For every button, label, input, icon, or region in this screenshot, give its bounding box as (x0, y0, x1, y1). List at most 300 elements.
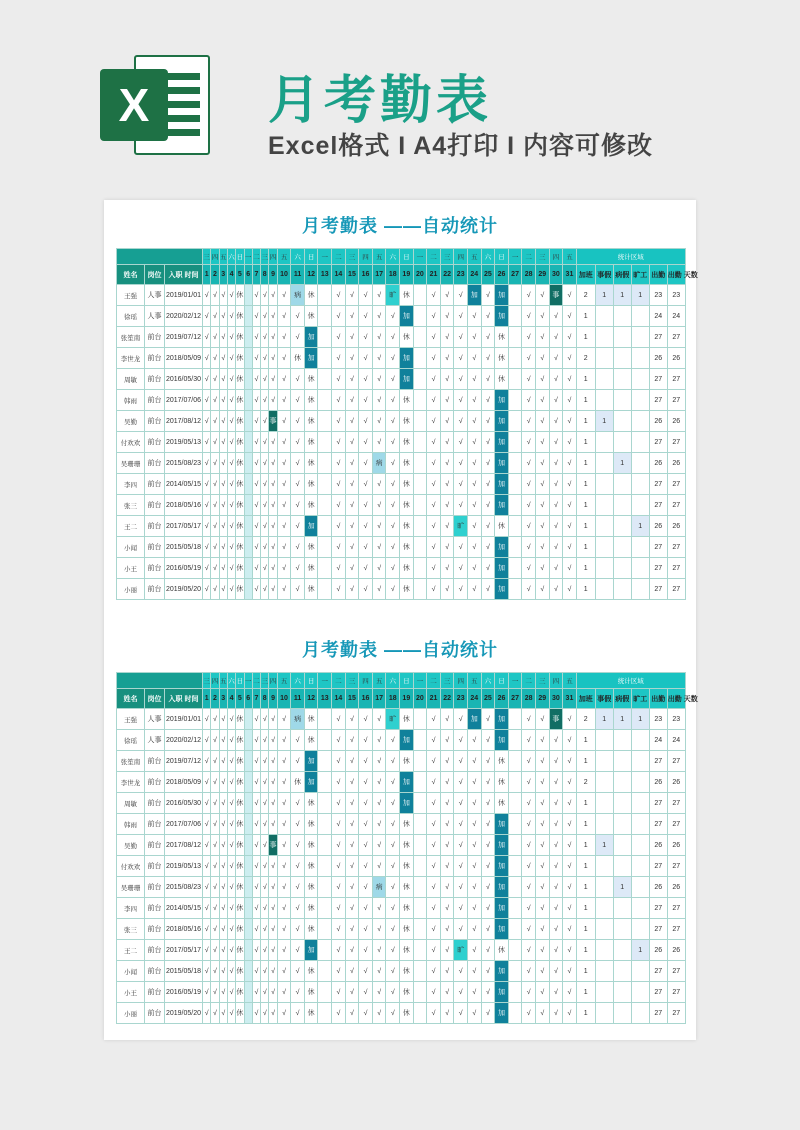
attendance-cell: √ (203, 348, 211, 369)
attendance-cell: √ (227, 856, 235, 877)
day-number-cell: 9 (269, 265, 277, 285)
attendance-cell: √ (359, 982, 373, 1003)
attendance-cell: √ (211, 411, 219, 432)
day-number-cell: 5 (236, 265, 244, 285)
stats-value (595, 306, 613, 327)
attendance-cell: √ (332, 306, 346, 327)
weekday-cell: 六 (227, 249, 235, 265)
attendance-cell: 加 (495, 537, 509, 558)
attendance-cell: √ (252, 814, 260, 835)
attendance-cell: √ (261, 814, 269, 835)
attendance-cell: √ (203, 919, 211, 940)
weekday-cell: 四 (549, 673, 563, 689)
stats-value: 26 (667, 877, 685, 898)
attendance-cell: √ (454, 306, 468, 327)
attendance-cell: √ (252, 919, 260, 940)
attendance-cell: √ (291, 369, 305, 390)
weekday-cell: 五 (468, 673, 482, 689)
attendance-cell: √ (427, 285, 441, 306)
attendance-cell: √ (386, 961, 400, 982)
attendance-cell: 加 (495, 285, 509, 306)
employee-post: 前台 (145, 537, 165, 558)
attendance-cell: √ (277, 982, 291, 1003)
attendance-cell: 休 (236, 537, 244, 558)
attendance-cell: √ (261, 982, 269, 1003)
stats-value (595, 495, 613, 516)
day-number-cell: 26 (495, 265, 509, 285)
stats-value: 27 (667, 856, 685, 877)
attendance-cell: 休 (236, 772, 244, 793)
attendance-cell: √ (427, 898, 441, 919)
attendance-cell: √ (269, 919, 277, 940)
attendance-cell: 休 (400, 751, 414, 772)
attendance-cell (413, 579, 427, 600)
attendance-cell: √ (211, 772, 219, 793)
attendance-cell: 休 (236, 474, 244, 495)
weekday-cell: 二 (427, 673, 441, 689)
attendance-cell: √ (227, 898, 235, 919)
attendance-cell (318, 327, 332, 348)
attendance-cell: √ (372, 390, 386, 411)
attendance-cell: √ (549, 730, 563, 751)
attendance-cell: √ (563, 453, 577, 474)
attendance-cell: √ (291, 327, 305, 348)
attendance-cell: √ (481, 982, 495, 1003)
attendance-cell (508, 390, 522, 411)
stats-value (631, 432, 649, 453)
attendance-cell (318, 411, 332, 432)
attendance-cell: √ (468, 856, 482, 877)
employee-name: 王二 (117, 940, 145, 961)
attendance-cell (244, 814, 252, 835)
attendance-cell: √ (563, 411, 577, 432)
attendance-cell: √ (549, 1003, 563, 1024)
attendance-cell: √ (563, 390, 577, 411)
employee-name: 李四 (117, 474, 145, 495)
attendance-cell (318, 1003, 332, 1024)
attendance-cell: √ (481, 558, 495, 579)
stats-value: 1 (576, 898, 595, 919)
attendance-cell: √ (345, 495, 359, 516)
attendance-cell (413, 348, 427, 369)
attendance-cell (318, 579, 332, 600)
day-number-cell: 22 (440, 689, 454, 709)
weekday-cell: 二 (252, 249, 260, 265)
attendance-cell: 事 (549, 285, 563, 306)
attendance-cell: √ (468, 537, 482, 558)
attendance-cell: √ (219, 495, 227, 516)
attendance-cell: √ (468, 982, 482, 1003)
attendance-cell: √ (468, 835, 482, 856)
stats-column-header: 加班 (576, 689, 595, 709)
attendance-cell: √ (427, 558, 441, 579)
attendance-cell: √ (219, 432, 227, 453)
attendance-cell: 病 (291, 285, 305, 306)
weekday-cell: 一 (508, 249, 522, 265)
stats-value (595, 961, 613, 982)
employee-post: 前台 (145, 814, 165, 835)
employee-name: 吴勤 (117, 411, 145, 432)
attendance-cell: √ (332, 856, 346, 877)
stats-value (613, 474, 631, 495)
attendance-cell: 休 (304, 814, 318, 835)
attendance-cell: √ (203, 730, 211, 751)
employee-name: 王强 (117, 709, 145, 730)
day-number-cell: 11 (291, 689, 305, 709)
stats-value: 24 (649, 730, 667, 751)
attendance-cell: 休 (236, 1003, 244, 1024)
attendance-cell: 休 (304, 306, 318, 327)
attendance-cell: √ (535, 348, 549, 369)
attendance-cell (508, 411, 522, 432)
day-number-cell: 15 (345, 689, 359, 709)
stats-column-header: 旷工 (631, 265, 649, 285)
attendance-cell: √ (481, 940, 495, 961)
attendance-cell: √ (252, 537, 260, 558)
attendance-cell: 加 (495, 453, 509, 474)
attendance-cell: √ (468, 495, 482, 516)
attendance-cell: √ (252, 327, 260, 348)
attendance-cell: √ (427, 1003, 441, 1024)
stats-value (595, 390, 613, 411)
attendance-cell (508, 730, 522, 751)
attendance-cell: √ (427, 730, 441, 751)
attendance-cell (244, 751, 252, 772)
employee-name: 张笙南 (117, 327, 145, 348)
attendance-cell: 休 (400, 709, 414, 730)
attendance-cell: √ (261, 369, 269, 390)
attendance-cell: √ (522, 730, 536, 751)
attendance-cell: √ (481, 709, 495, 730)
attendance-cell (318, 348, 332, 369)
stats-column-header: 出勤 天数 (667, 689, 685, 709)
attendance-cell: √ (261, 432, 269, 453)
attendance-cell (413, 516, 427, 537)
attendance-cell (318, 285, 332, 306)
attendance-cell: √ (332, 814, 346, 835)
document-paper (104, 200, 696, 1040)
attendance-cell: √ (291, 411, 305, 432)
stats-value (631, 558, 649, 579)
attendance-cell: √ (563, 327, 577, 348)
employee-name: 小闻 (117, 961, 145, 982)
attendance-cell: √ (535, 516, 549, 537)
employee-hire-date: 2015/08/23 (165, 453, 203, 474)
attendance-cell: 休 (400, 558, 414, 579)
stats-value: 26 (649, 877, 667, 898)
employee-name: 吴珊珊 (117, 877, 145, 898)
weekday-cell: 一 (413, 249, 427, 265)
attendance-cell: 休 (400, 474, 414, 495)
stats-area-header: 统计区域 (576, 673, 685, 689)
attendance-cell: √ (252, 1003, 260, 1024)
attendance-cell: √ (563, 814, 577, 835)
attendance-cell (413, 285, 427, 306)
attendance-cell: 事 (269, 411, 277, 432)
stats-value: 1 (576, 793, 595, 814)
day-number-cell: 1 (203, 265, 211, 285)
attendance-cell: √ (252, 369, 260, 390)
day-number-cell: 12 (304, 689, 318, 709)
stats-column-header: 病假 (613, 265, 631, 285)
attendance-cell: √ (261, 306, 269, 327)
attendance-cell: √ (261, 793, 269, 814)
attendance-cell (508, 348, 522, 369)
attendance-cell: 休 (304, 453, 318, 474)
attendance-cell: 休 (236, 982, 244, 1003)
attendance-cell: √ (345, 516, 359, 537)
attendance-cell: √ (269, 814, 277, 835)
attendance-cell: 休 (236, 940, 244, 961)
attendance-cell: 加 (468, 285, 482, 306)
weekday-cell: 四 (454, 673, 468, 689)
attendance-cell: √ (219, 453, 227, 474)
column-post: 岗位 (145, 689, 165, 709)
attendance-cell: 休 (495, 751, 509, 772)
attendance-cell: √ (261, 940, 269, 961)
attendance-cell: √ (454, 730, 468, 751)
employee-post: 人事 (145, 709, 165, 730)
attendance-cell: √ (522, 982, 536, 1003)
attendance-cell: √ (345, 961, 359, 982)
stats-value: 27 (649, 898, 667, 919)
attendance-cell: √ (454, 898, 468, 919)
attendance-cell: √ (427, 772, 441, 793)
stats-value: 1 (613, 453, 631, 474)
day-number-cell: 28 (522, 265, 536, 285)
weekday-cell: 三 (203, 249, 211, 265)
stats-value: 27 (667, 558, 685, 579)
attendance-cell (413, 306, 427, 327)
header-corner (117, 249, 203, 265)
stats-value (613, 537, 631, 558)
day-number-cell: 17 (372, 689, 386, 709)
stats-value: 27 (667, 982, 685, 1003)
stats-value (595, 814, 613, 835)
attendance-cell: √ (219, 919, 227, 940)
attendance-cell: √ (535, 730, 549, 751)
attendance-cell: √ (252, 877, 260, 898)
attendance-cell: 加 (400, 793, 414, 814)
attendance-cell: √ (468, 940, 482, 961)
table-row (117, 411, 686, 432)
attendance-cell: √ (549, 877, 563, 898)
attendance-cell: √ (277, 327, 291, 348)
attendance-cell: √ (227, 327, 235, 348)
stats-value (631, 369, 649, 390)
attendance-cell (318, 982, 332, 1003)
attendance-cell: √ (549, 856, 563, 877)
attendance-cell: √ (269, 898, 277, 919)
attendance-cell: √ (219, 411, 227, 432)
attendance-cell (413, 495, 427, 516)
attendance-cell: √ (359, 306, 373, 327)
attendance-cell: √ (359, 369, 373, 390)
stats-value (631, 751, 649, 772)
attendance-cell: √ (427, 940, 441, 961)
attendance-cell (413, 835, 427, 856)
day-number-cell: 29 (535, 265, 549, 285)
attendance-cell: √ (522, 474, 536, 495)
weekday-cell: 一 (318, 673, 332, 689)
attendance-cell: √ (427, 306, 441, 327)
attendance-cell: √ (386, 919, 400, 940)
attendance-cell: 休 (236, 327, 244, 348)
attendance-cell (244, 772, 252, 793)
attendance-cell: √ (440, 453, 454, 474)
attendance-cell: √ (219, 961, 227, 982)
attendance-cell: √ (549, 369, 563, 390)
attendance-cell: √ (261, 877, 269, 898)
attendance-cell: √ (269, 495, 277, 516)
stats-value (595, 369, 613, 390)
attendance-cell: √ (211, 369, 219, 390)
attendance-cell: √ (372, 982, 386, 1003)
attendance-cell (508, 495, 522, 516)
stats-value: 1 (576, 730, 595, 751)
attendance-cell: √ (332, 835, 346, 856)
attendance-cell: √ (440, 348, 454, 369)
attendance-cell: √ (359, 1003, 373, 1024)
attendance-cell: √ (203, 495, 211, 516)
attendance-cell: √ (372, 940, 386, 961)
attendance-cell: √ (269, 348, 277, 369)
attendance-cell: 休 (304, 1003, 318, 1024)
attendance-cell (318, 432, 332, 453)
attendance-cell: √ (203, 327, 211, 348)
attendance-cell: √ (203, 306, 211, 327)
attendance-cell: √ (549, 751, 563, 772)
attendance-cell (508, 772, 522, 793)
attendance-cell: √ (345, 898, 359, 919)
attendance-cell: √ (291, 982, 305, 1003)
attendance-cell: √ (549, 327, 563, 348)
stats-value: 24 (649, 306, 667, 327)
attendance-cell: √ (269, 537, 277, 558)
attendance-cell: √ (203, 772, 211, 793)
attendance-cell (508, 537, 522, 558)
attendance-cell: 休 (495, 940, 509, 961)
day-number-cell: 20 (413, 689, 427, 709)
attendance-cell: 休 (236, 730, 244, 751)
attendance-cell: √ (481, 495, 495, 516)
stats-value (613, 1003, 631, 1024)
day-number-cell: 21 (427, 689, 441, 709)
attendance-cell: √ (372, 432, 386, 453)
attendance-cell: √ (277, 793, 291, 814)
attendance-cell: 加 (495, 898, 509, 919)
attendance-cell (244, 730, 252, 751)
attendance-cell: √ (563, 432, 577, 453)
stats-value: 27 (667, 898, 685, 919)
employee-hire-date: 2016/05/30 (165, 369, 203, 390)
attendance-cell: √ (219, 579, 227, 600)
attendance-cell: √ (440, 579, 454, 600)
attendance-cell: √ (427, 751, 441, 772)
employee-hire-date: 2018/05/16 (165, 495, 203, 516)
attendance-cell: √ (468, 390, 482, 411)
attendance-cell: √ (440, 919, 454, 940)
attendance-cell: √ (386, 982, 400, 1003)
attendance-cell: √ (468, 327, 482, 348)
attendance-cell: √ (549, 453, 563, 474)
table-row (117, 579, 686, 600)
table-row (117, 814, 686, 835)
stats-value: 27 (649, 579, 667, 600)
stats-value: 26 (649, 348, 667, 369)
weekday-cell: 二 (332, 673, 346, 689)
stats-value: 27 (667, 432, 685, 453)
attendance-cell: √ (211, 982, 219, 1003)
stats-value: 27 (667, 495, 685, 516)
attendance-cell: √ (261, 772, 269, 793)
employee-hire-date: 2015/05/18 (165, 537, 203, 558)
table-row (117, 348, 686, 369)
attendance-cell: √ (219, 877, 227, 898)
employee-hire-date: 2020/02/12 (165, 306, 203, 327)
attendance-cell: √ (261, 390, 269, 411)
stats-value (595, 940, 613, 961)
attendance-cell: √ (219, 285, 227, 306)
attendance-cell: 加 (400, 369, 414, 390)
attendance-cell: √ (427, 369, 441, 390)
attendance-cell: √ (211, 453, 219, 474)
attendance-cell (508, 961, 522, 982)
weekday-cell: 日 (495, 673, 509, 689)
attendance-cell: √ (372, 709, 386, 730)
attendance-cell: 休 (400, 327, 414, 348)
attendance-cell: √ (535, 432, 549, 453)
attendance-cell (318, 495, 332, 516)
stats-value: 1 (613, 285, 631, 306)
attendance-cell: √ (481, 1003, 495, 1024)
stats-value: 1 (576, 453, 595, 474)
attendance-cell: √ (535, 474, 549, 495)
attendance-cell (244, 877, 252, 898)
attendance-cell: √ (372, 348, 386, 369)
attendance-cell: √ (549, 348, 563, 369)
attendance-cell (318, 772, 332, 793)
table-row (117, 940, 686, 961)
employee-post: 前台 (145, 579, 165, 600)
attendance-cell: 加 (400, 306, 414, 327)
attendance-cell: √ (372, 856, 386, 877)
stats-value (613, 751, 631, 772)
attendance-cell: √ (203, 537, 211, 558)
weekday-cell: 四 (359, 249, 373, 265)
attendance-cell (508, 432, 522, 453)
weekday-cell: 一 (508, 673, 522, 689)
weekday-cell: 四 (269, 249, 277, 265)
attendance-cell: √ (203, 453, 211, 474)
attendance-cell: √ (440, 474, 454, 495)
employee-name: 韩雨 (117, 390, 145, 411)
attendance-cell: 加 (495, 432, 509, 453)
attendance-cell: 休 (236, 411, 244, 432)
attendance-cell: 加 (400, 348, 414, 369)
stats-value (631, 730, 649, 751)
day-number-cell: 3 (219, 265, 227, 285)
attendance-cell: √ (535, 919, 549, 940)
attendance-cell: √ (386, 835, 400, 856)
day-number-cell: 19 (400, 689, 414, 709)
attendance-cell: √ (345, 709, 359, 730)
attendance-cell: 休 (400, 390, 414, 411)
attendance-cell (244, 327, 252, 348)
weekday-cell: 五 (563, 673, 577, 689)
attendance-cell: √ (277, 709, 291, 730)
attendance-cell: √ (269, 940, 277, 961)
